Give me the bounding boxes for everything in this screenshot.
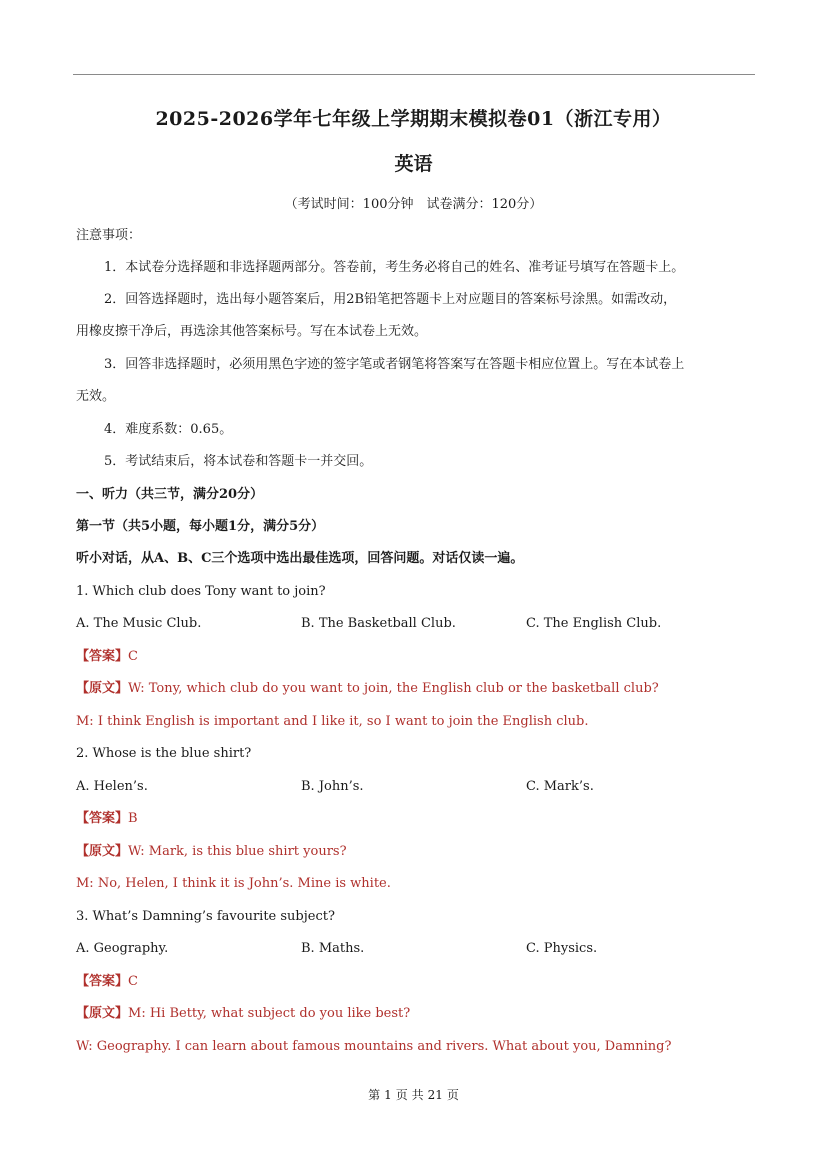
- answer-label: 【答案】: [76, 974, 129, 989]
- notice-heading: 注意事项：: [76, 228, 142, 243]
- option-c: C. Mark’s.: [526, 779, 594, 794]
- page-total: 21: [427, 1088, 443, 1102]
- answer-value: C: [128, 974, 138, 989]
- header-rule: [73, 74, 755, 75]
- transcript-text: W: Geography. I can learn about famous mountains and rivers. What about you, Damning?: [76, 1039, 672, 1054]
- answer-label: 【答案】: [76, 811, 129, 826]
- notice-item: 2．回答选择题时，选出每小题答案后，用2B铅笔把答题卡上对应题目的答案标号涂黑。如需改动，: [104, 292, 677, 307]
- transcript-text: M: I think English is important and I like it, so I want to join the English club.: [76, 714, 589, 729]
- option-a: A. The Music Club.: [76, 616, 202, 631]
- footer-label: 页: [446, 1088, 459, 1102]
- option-b: B. The Basketball Club.: [301, 616, 456, 631]
- part-heading: 第一节（共5小题，每小题1分，满分5分）: [76, 519, 325, 534]
- question-stem: 1. Which club does Tony want to join?: [76, 584, 326, 599]
- option-a: A. Helen’s.: [76, 779, 148, 794]
- page-number: 1: [384, 1088, 392, 1102]
- notice-item: 5．考试结束后，将本试卷和答题卡一并交回。: [104, 454, 373, 469]
- subject-title: 英语: [394, 153, 433, 175]
- footer-label: 页 共: [395, 1088, 424, 1102]
- answer-line: [76, 811, 138, 827]
- transcript-text: M: No, Helen, I think it is John’s. Mine is white.: [76, 876, 391, 891]
- footer-label: 第: [368, 1088, 381, 1102]
- notice-item: 3．回答非选择题时，必须用黑色字迹的签字笔或者钢笔将答案写在答题卡相应位置上。写在本试卷上: [104, 357, 685, 372]
- answer-value: B: [128, 811, 138, 826]
- transcript-label: 【原文】: [76, 1006, 129, 1021]
- transcript-label: 【原文】: [76, 844, 129, 859]
- option-a: A. Geography.: [76, 941, 169, 956]
- notice-item: 用橡皮擦干净后，再选涂其他答案标号。写在本试卷上无效。: [76, 324, 428, 339]
- answer-value: C: [128, 649, 138, 664]
- notice-item: 1．本试卷分选择题和非选择题两部分。答卷前，考生务必将自己的姓名、准考证号填写在答题卡上。: [104, 260, 685, 275]
- transcript-text: M: Hi Betty, what subject do you like best?: [128, 1006, 411, 1021]
- notice-item: 4．难度系数：0.65。: [104, 422, 233, 437]
- document-title: 2025-2026学年七年级上学期期末模拟卷01（浙江专用）: [155, 108, 672, 130]
- answer-line: [76, 649, 138, 665]
- answer-line: [76, 974, 138, 990]
- transcript-line: [76, 681, 659, 697]
- option-b: B. Maths.: [301, 941, 365, 956]
- transcript-line: [76, 1006, 410, 1022]
- option-c: C. Physics.: [526, 941, 598, 956]
- answer-label: 【答案】: [76, 649, 129, 664]
- section-heading: 一、听力（共三节，满分20分）: [76, 487, 264, 502]
- transcript-text: W: Tony, which club do you want to join, the English club or the basketball club?: [128, 681, 659, 696]
- option-c: C. The English Club.: [526, 616, 662, 631]
- option-b: B. John’s.: [301, 779, 364, 794]
- transcript-line: [76, 844, 347, 860]
- instruction: 听小对话，从A、B、C三个选项中选出最佳选项，回答问题。对话仅读一遍。: [76, 551, 524, 566]
- question-stem: 2. Whose is the blue shirt?: [76, 746, 252, 761]
- transcript-label: 【原文】: [76, 681, 129, 696]
- notice-item: 无效。: [76, 389, 116, 404]
- page-footer: [0, 1086, 827, 1103]
- exam-info: （考试时间：100分钟 试卷满分：120分）: [284, 197, 543, 212]
- transcript-text: W: Mark, is this blue shirt yours?: [128, 844, 347, 859]
- question-stem: 3. What’s Damning’s favourite subject?: [76, 909, 335, 924]
